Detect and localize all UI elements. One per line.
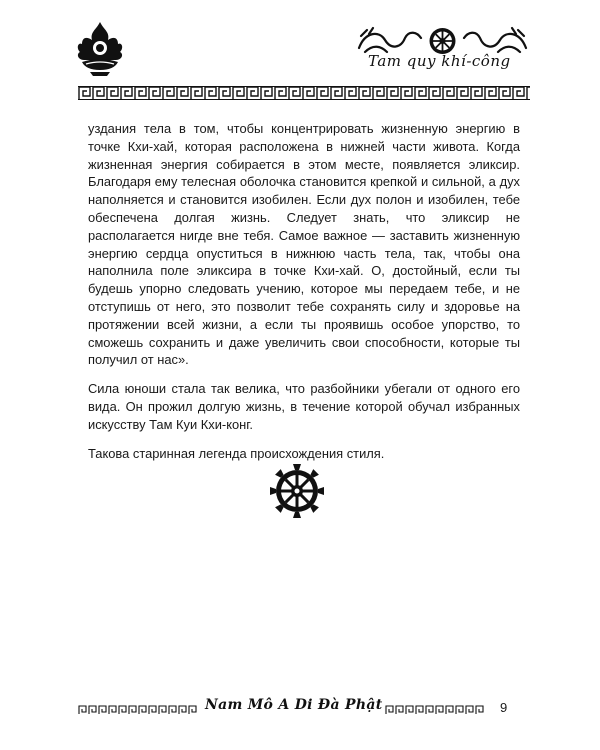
greek-key-border (78, 86, 530, 100)
body-text (88, 120, 520, 473)
header-script-title: Tam quy khí-công (368, 52, 511, 70)
footer-script: Nam Mô A Di Đà Phật (205, 697, 383, 713)
paragraph: уздания тела в том, чтобы концентрировать жизненную энергию в точке Кхи-хай, которая расположена в нижней части живота. Когда жизненная энергия собирается в этом месте, появляется эликсир. Благодаря ему телесная оболочка становится крепкой и сильной, а дух наполняется и становится изобилен. Если дух полон и изобилен, тебе обеспечена долгая жизнь. Следует знать, что эликсир не располагается нигде вне тебя. Самое важное — заставить жизненную энергию сердца опуститься в нижнюю часть тела, так, чтобы она наполнила поле эликсира в точке Кхи-хай. О, достойный, если ты будешь упорно следовать учению, которое мы передаем тебе, и не отступишь от него, это позволит тебе сохранять силу и здоровье на протяжении всей жизни, а если ты проявишь особое упорство, то сможешь сохранить и даже увеличить свои способности, которые ты получил от нас». (88, 121, 520, 368)
footer-border-left (78, 705, 198, 715)
page-number: 9 (500, 700, 508, 715)
dharma-wheel-icon (268, 462, 326, 520)
paragraph: Такова старинная легенда происхождения стиля. (88, 445, 385, 461)
paragraph: Сила юноши стала так велика, что разбойники убегали от одного его вида. Он прожил долгую жизнь, в течение которой обучал избранных искусству Там Куи Кхи-конг. (88, 381, 520, 432)
flame-lotus-icon (74, 20, 126, 78)
footer-border-right (385, 705, 485, 715)
